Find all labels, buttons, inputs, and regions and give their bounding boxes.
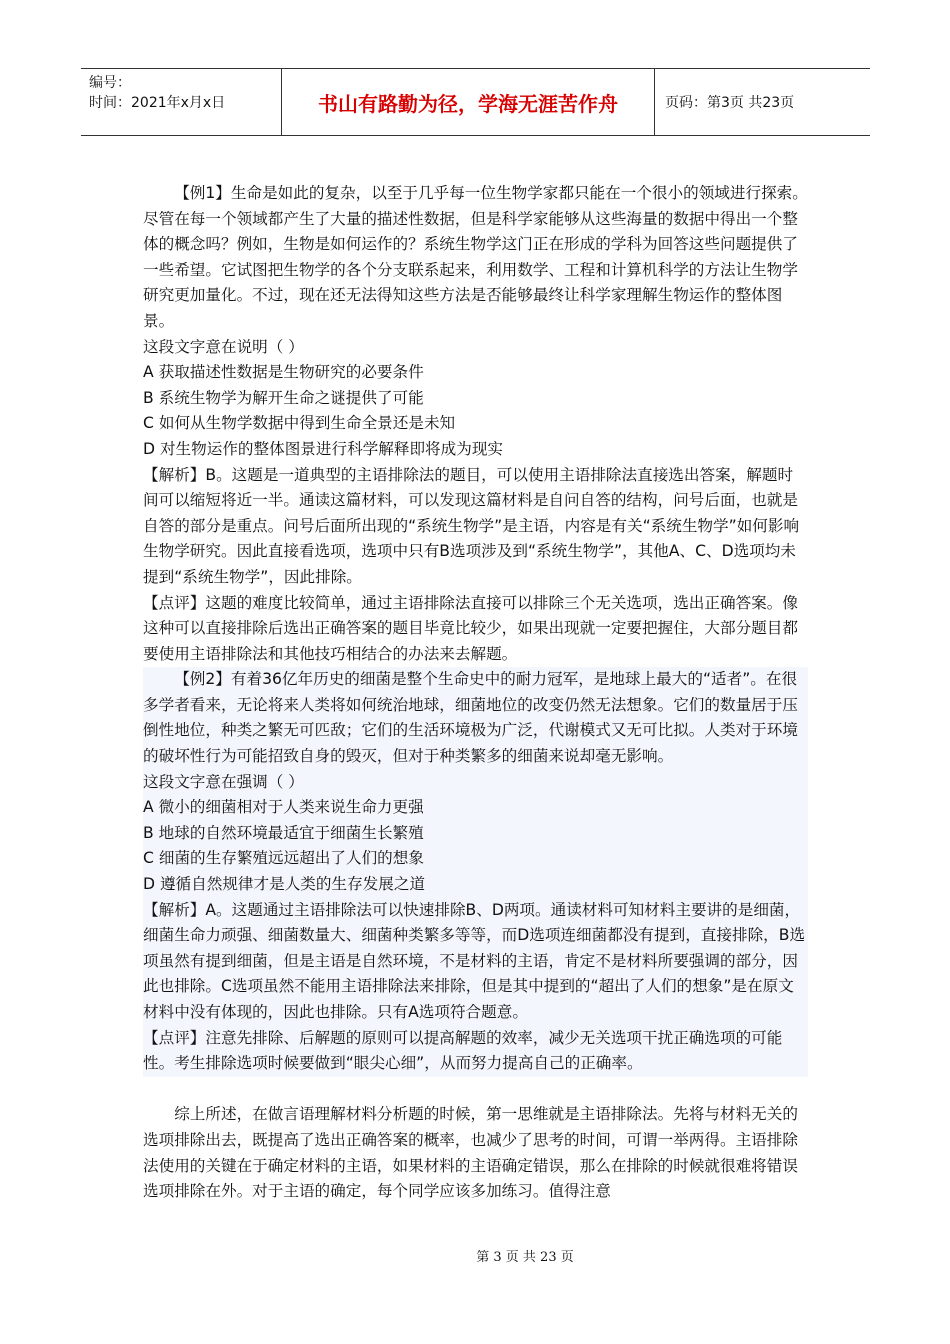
example-1 [143, 181, 808, 667]
example-2-question: 这段文字意在强调（ ） [143, 772, 304, 791]
example-1-question: 这段文字意在说明（ ） [143, 337, 304, 356]
example-1-option-a: A 获取描述性数据是生物研究的必要条件 [143, 363, 424, 382]
header-motto: 书山有路勤为径，学海无涯苦作舟 [281, 69, 655, 135]
example-1-passage: 【例1】生命是如此的复杂，以至于几乎每一位生物学家都只能在一个很小的领域进行探索。尽管在每一个领域都产生了大量的描述性数据，但是科学家能够从这些海量的数据中得出一个整体的概念吗？例如，生物是如何运作的？系统生物学这门正在形成的学科为回答这些问题提供了一些希望。它试图把生物学的各个分支联系起来，利用数学、工程和计算机科学的方法让生物学研究更加量化。不过，现在还无法得知这些方法是否能够最终让科学家理解生物运作的整体图景。 [143, 184, 808, 330]
example-2-option-c: C 细菌的生存繁殖远远超出了人们的想象 [143, 849, 424, 868]
example-1-analysis: 【解析】B。这题是一道典型的主语排除法的题目，可以使用主语排除法直接选出答案，解题时间可以缩短将近一半。通读这篇材料，可以发现这篇材料是自问自答的结构，问号后面，也就是自答的部分是重点。问号后面所出现的“系统生物学”是主语，内容是有关“系统生物学”如何影响生物学研究。因此直接看选项，选项中只有B选项涉及到“系统生物学”，其他A、C、D选项均未提到“系统生物学”，因此排除。 [143, 465, 800, 586]
summary-paragraph: 综上所述，在做言语理解材料分析题的时候，第一思维就是主语排除法。先将与材料无关的选项排除出去，既提高了选出正确答案的概率，也减少了思考的时间，可谓一举两得。主语排除法使用的关键在于确定材料的主语，如果材料的主语确定错误，那么在排除的时候就很难将错误选项排除在外。对于主语的确定，每个同学应该多加练习。值得注意 [143, 1105, 798, 1201]
paragraph-spacer [143, 1077, 808, 1103]
example-2-passage: 【例2】有着36亿年历史的细菌是整个生命史中的耐力冠军，是地球上最大的“适者”。在很多学者看来，无论将来人类将如何统治地球，细菌地位的改变仍然无法想象。它们的数量居于压倒性地位，种类之繁无可匹敌；它们的生活环境极为广泛，代谢模式又无可比拟。人类对于环境的破坏性行为可能招致自身的毁灭，但对于种类繁多的细菌来说却毫无影响。 [143, 670, 798, 766]
page-header [81, 68, 870, 136]
footer-page-number: 第 3 页 共 23 页 [476, 1250, 574, 1265]
header-left [81, 69, 281, 135]
example-2-option-a: A 微小的细菌相对于人类来说生命力更强 [143, 798, 424, 817]
example-1-option-c: C 如何从生物学数据中得到生命全景还是未知 [143, 414, 456, 433]
example-2-comment: 【点评】注意先排除、后解题的原则可以提高解题的效率，减少无关选项干扰正确选项的可能性。考生排除选项时候要做到“眼尖心细”，从而努力提高自己的正确率。 [143, 1028, 783, 1073]
document-number-label: 编号： [89, 75, 131, 91]
example-2-option-b: B 地球的自然环境最适宜于细菌生长繁殖 [143, 823, 424, 842]
page-footer [0, 1246, 950, 1265]
example-2 [143, 667, 808, 1077]
example-1-option-b: B 系统生物学为解开生命之谜提供了可能 [143, 388, 424, 407]
example-1-comment: 【点评】这题的难度比较简单，通过主语排除法直接可以排除三个无关选项，选出正确答案。像这种可以直接排除后选出正确答案的题目毕竟比较少，如果出现就一定要把握住，大部分题目都要使用主语排除法和其他技巧相结合的办法来去解题。 [143, 593, 798, 663]
example-2-analysis: 【解析】A。这题通过主语排除法可以快速排除B、D两项。通读材料可知材料主要讲的是细菌，细菌生命力顽强、细菌数量大、细菌种类繁多等等，而D选项连细菌都没有提到，直接排除，B选项虽然有提到细菌，但是主语是自然环境，不是材料的主语，肯定不是材料所要强调的部分，因此也排除。C选项虽然不能用主语排除法来排除，但是其中提到的“超出了人们的想象”是在原文材料中没有体现的，因此也排除。只有A选项符合题意。 [143, 900, 806, 1021]
document-body [143, 181, 808, 1205]
document-date: 时间：2021年x月x日 [89, 95, 226, 111]
header-page-info: 页码：第3页 共23页 [665, 95, 795, 111]
example-2-option-d: D 遵循自然规律才是人类的生存发展之道 [143, 875, 426, 894]
example-1-option-d: D 对生物运作的整体图景进行科学解释即将成为现实 [143, 439, 504, 458]
